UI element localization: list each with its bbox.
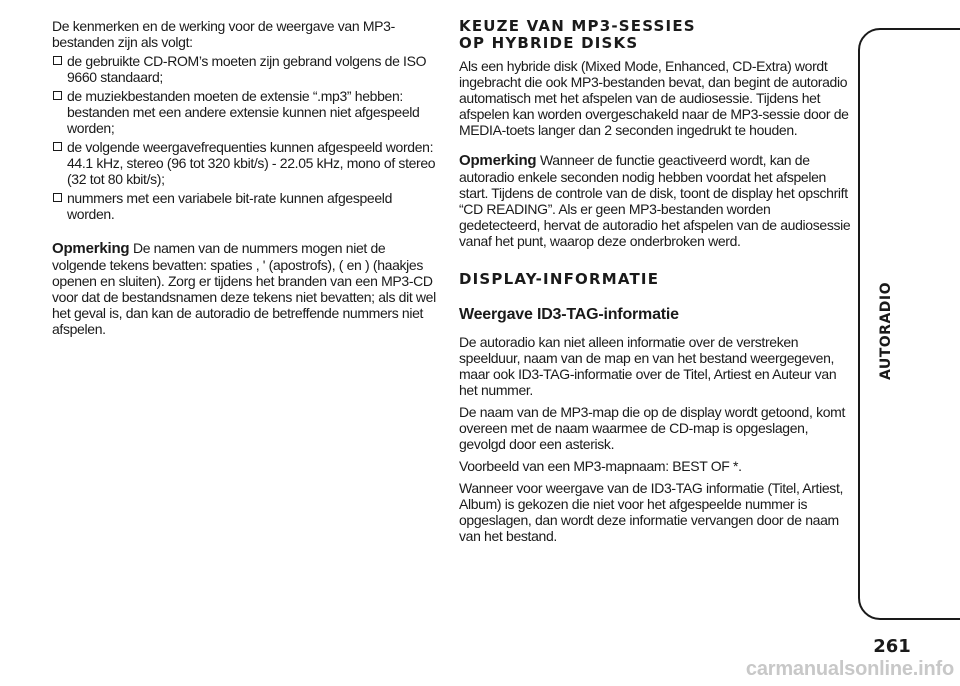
checkbox-bullet-icon [53, 142, 62, 151]
intro-text: De kenmerken en de werking voor de weergave van MP3-bestanden zijn als volgt: [52, 18, 395, 50]
note-text: De namen van de nummers mogen niet de volgende tekens bevatten: spaties , ' (apostrofs), ( en ) (haakjes openen en sluiten). Zorg er tijdens het branden van een MP3-CD voor dat de bestandsnamen deze tekens niet bevatten; als dit wel het geval is, dan kan de autoradio de betreffende nummers niet afspelen. [52, 240, 436, 337]
requirements-list [52, 53, 440, 222]
paragraph: De naam van de MP3-map die op de display wordt getoond, komt overeen met de naam waarmee de CD-map is opgeslagen, gevolgd door een asterisk. [459, 404, 846, 452]
note-label: Opmerking [52, 240, 130, 257]
section-heading-display-info: DISPLAY-INFORMATIE [459, 270, 660, 288]
note-text: Wanneer de functie geactiveerd wordt, kan de autoradio enkele seconden nodig hebben voordat het afspelen start. Tijdens de controle van de disk, toont de display het opschrift “CD READING”. Als er geen MP3-bestanden worden gedetecteerd, hervat de autoradio het afspelen van de audiosessie vanaf het punt, waarop deze onderbroken werd. [459, 152, 851, 249]
checkbox-bullet-icon [53, 56, 62, 65]
paragraph: De autoradio kan niet alleen informatie over de verstreken speelduur, naam van de map en van het bestand weergegeven, maar ook ID3-TAG-informatie over de Titel, Artiest en Auteur van het nummer. [459, 334, 837, 398]
paragraph: Als een hybride disk (Mixed Mode, Enhanced, CD-Extra) wordt ingebracht die ook MP3-bestanden bevat, dan begint de autoradio automatisch met het afspelen van de audiosessie. Tijdens het afspelen kan worden overgeschakeld naar de MP3-sessie door de MEDIA-toets langer dan 2 seconden ingedrukt te houden. [459, 58, 849, 138]
list-item: de gebruikte CD-ROM’s moeten zijn gebrand volgens de ISO 9660 standaard; [52, 53, 440, 85]
watermark: carmanualsonline.info [745, 658, 954, 680]
list-item: nummers met een variabele bit-rate kunnen afgespeeld worden. [52, 190, 440, 222]
checkbox-bullet-icon [53, 193, 62, 202]
note-paragraph [52, 240, 440, 337]
chapter-label: AUTORADIO [878, 281, 895, 381]
section-heading-mp3-sessions: KEUZE VAN MP3-SESSIES OP HYBRIDE DISKS [459, 17, 696, 52]
note-label: Opmerking [459, 152, 537, 169]
note-paragraph [459, 152, 854, 249]
paragraph: Voorbeeld van een MP3-mapnaam: BEST OF *. [459, 458, 742, 474]
subheading-id3-tag: Weergave ID3-TAG-informatie [459, 306, 679, 323]
page-number: 261 [873, 636, 911, 657]
list-item: de muziekbestanden moeten de extensie “.mp3” hebben: bestanden met een andere extensie kunnen niet afgespeeld worden; [52, 88, 440, 136]
list-item: de volgende weergavefrequenties kunnen afgespeeld worden: 44.1 kHz, stereo (96 tot 320 kbit/s) - 22.05 kHz, mono of stereo (32 tot 80 kbit/s); [52, 139, 440, 187]
left-column [52, 18, 440, 337]
right-column [459, 18, 854, 544]
paragraph: Wanneer voor weergave van de ID3-TAG informatie (Titel, Artiest, Album) is gekozen die niet voor het afgespeelde nummer is opgeslagen, dan wordt deze informatie vervangen door de naam van het bestand. [459, 480, 844, 544]
checkbox-bullet-icon [53, 91, 62, 100]
